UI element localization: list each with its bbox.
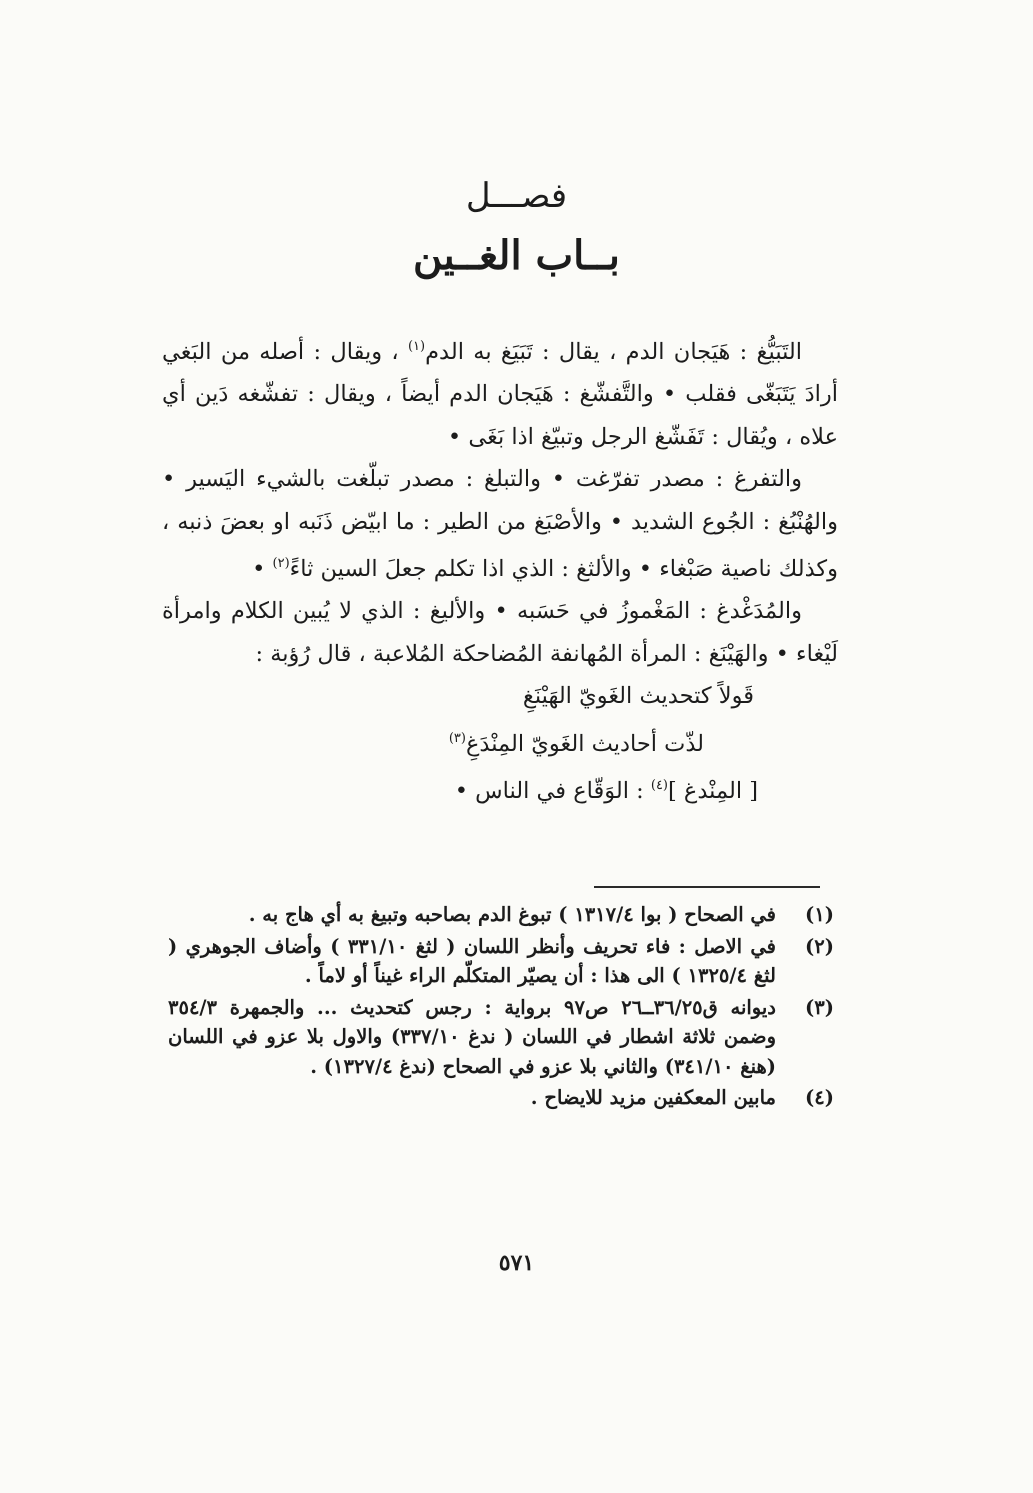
bracketed-gloss: [162, 765, 838, 812]
footnote-1: [168, 900, 834, 930]
footnote-text: في الاصل : فاء تحريف وأنظر اللسان ( لثغ ٣٣١/١٠ ) وأضاف الجوهري ( لثغ ١٣٢٥/٤ ) الى هذا : أن يصيّر المتكلّم الراء غيناً أو لاماً .: [168, 934, 777, 987]
paragraph-1-text-cont: ، ويقال : أصله من البَغي أرادَ يَتَبَغّى فقلب • والتَّفشّغ : هَيَجان الدم أيضاً ، ويقال : تفشّغه دَين أي علاه ، ويُقال : تَفَشّغ الرجل وتبيّغ اذا بَغَى •: [162, 339, 838, 450]
paragraph-3-text: والمُدَغْدغ : المَغْموزُ في حَسَبه • والأليغ : الذي لا يُبين الكلام وامرأة لَيْغاء • والهَيْنَغ : المرأة المُهانفة المُضاحكة المُلاعبة ، قال رُؤبة :: [162, 598, 838, 667]
paragraph-3: [162, 590, 838, 675]
verse-line-2-text: لذّت أحاديث الغَويّ المِنْدَغِ: [465, 730, 704, 757]
paragraph-1: [162, 326, 838, 458]
verse-line-2: [162, 718, 838, 765]
paragraph-2-text: والتفرغ : مصدر تفرّغت • والتبلغ : مصدر تبلّغت بالشيء اليَسير • والهُنْبُغ : الجُوع الشديد • والأصْبَغ من الطير : ما ابيّض ذَنَبه او بعضَ ذنبه ، وكذلك ناصية صَبْغاء • والألثغ : الذي اذا تكلم جعلَ السين ثاءً: [162, 466, 838, 583]
footnote-text: مابين المعكفين مزيد للايضاح .: [530, 1086, 776, 1109]
footnote-text: ديوانه ق٣٦/٢٥ــ٢٦ ص٩٧ برواية : رجس كتحديث ... والجمهرة ٣٥٤/٣ وضمن ثلاثة اشطار في اللسان ( ندغ ٣٣٧/١٠) والاول بلا عزو في اللسان (هنغ ٣٤١/١٠) والثاني بلا عزو في الصحاح (ندغ ١٣٢٧/٤) .: [168, 995, 776, 1078]
verse-line-1: قَولاً كتحديث الغَويّ الهَيْنَغِ: [522, 683, 754, 710]
footnote-number: (٣): [805, 995, 834, 1019]
bracketed-term: [ المِنْدغ ]: [668, 778, 758, 805]
footnotes: [168, 900, 834, 1115]
footnote-text: في الصحاح ( بوا ١٣١٧/٤ ) تبوغ الدم بصاحبه وتبيغ به أي هاج به .: [248, 903, 776, 926]
body-text: [162, 326, 838, 812]
footnote-number: (٢): [805, 934, 834, 958]
footnote-number: (١): [805, 903, 834, 926]
page-number: ٥٧١: [498, 1250, 535, 1276]
chapter-heading: فصـــل: [465, 176, 568, 216]
bracketed-gloss-text: : الوَقّاع في الناس •: [454, 778, 644, 805]
footnote-2: [168, 932, 834, 991]
footnote-ref-4[interactable]: (٤): [650, 778, 668, 794]
paragraph-2-end: •: [252, 556, 266, 583]
section-title: بــاب الغــين: [413, 232, 620, 279]
footnote-ref-2[interactable]: (٢): [272, 556, 290, 572]
footnote-3: [168, 993, 834, 1082]
footnote-ref-3[interactable]: (٣): [448, 730, 466, 746]
paragraph-2: [162, 458, 838, 590]
footnote-4: [168, 1083, 834, 1113]
footnote-ref-1[interactable]: (١): [407, 339, 426, 354]
footnote-divider: [594, 886, 820, 888]
paragraph-1-text: التَبَيُّغ : هَيَجان الدم ، يقال : تَبَيَغ به الدم: [425, 339, 802, 365]
footnote-number: (٤): [805, 1086, 834, 1109]
